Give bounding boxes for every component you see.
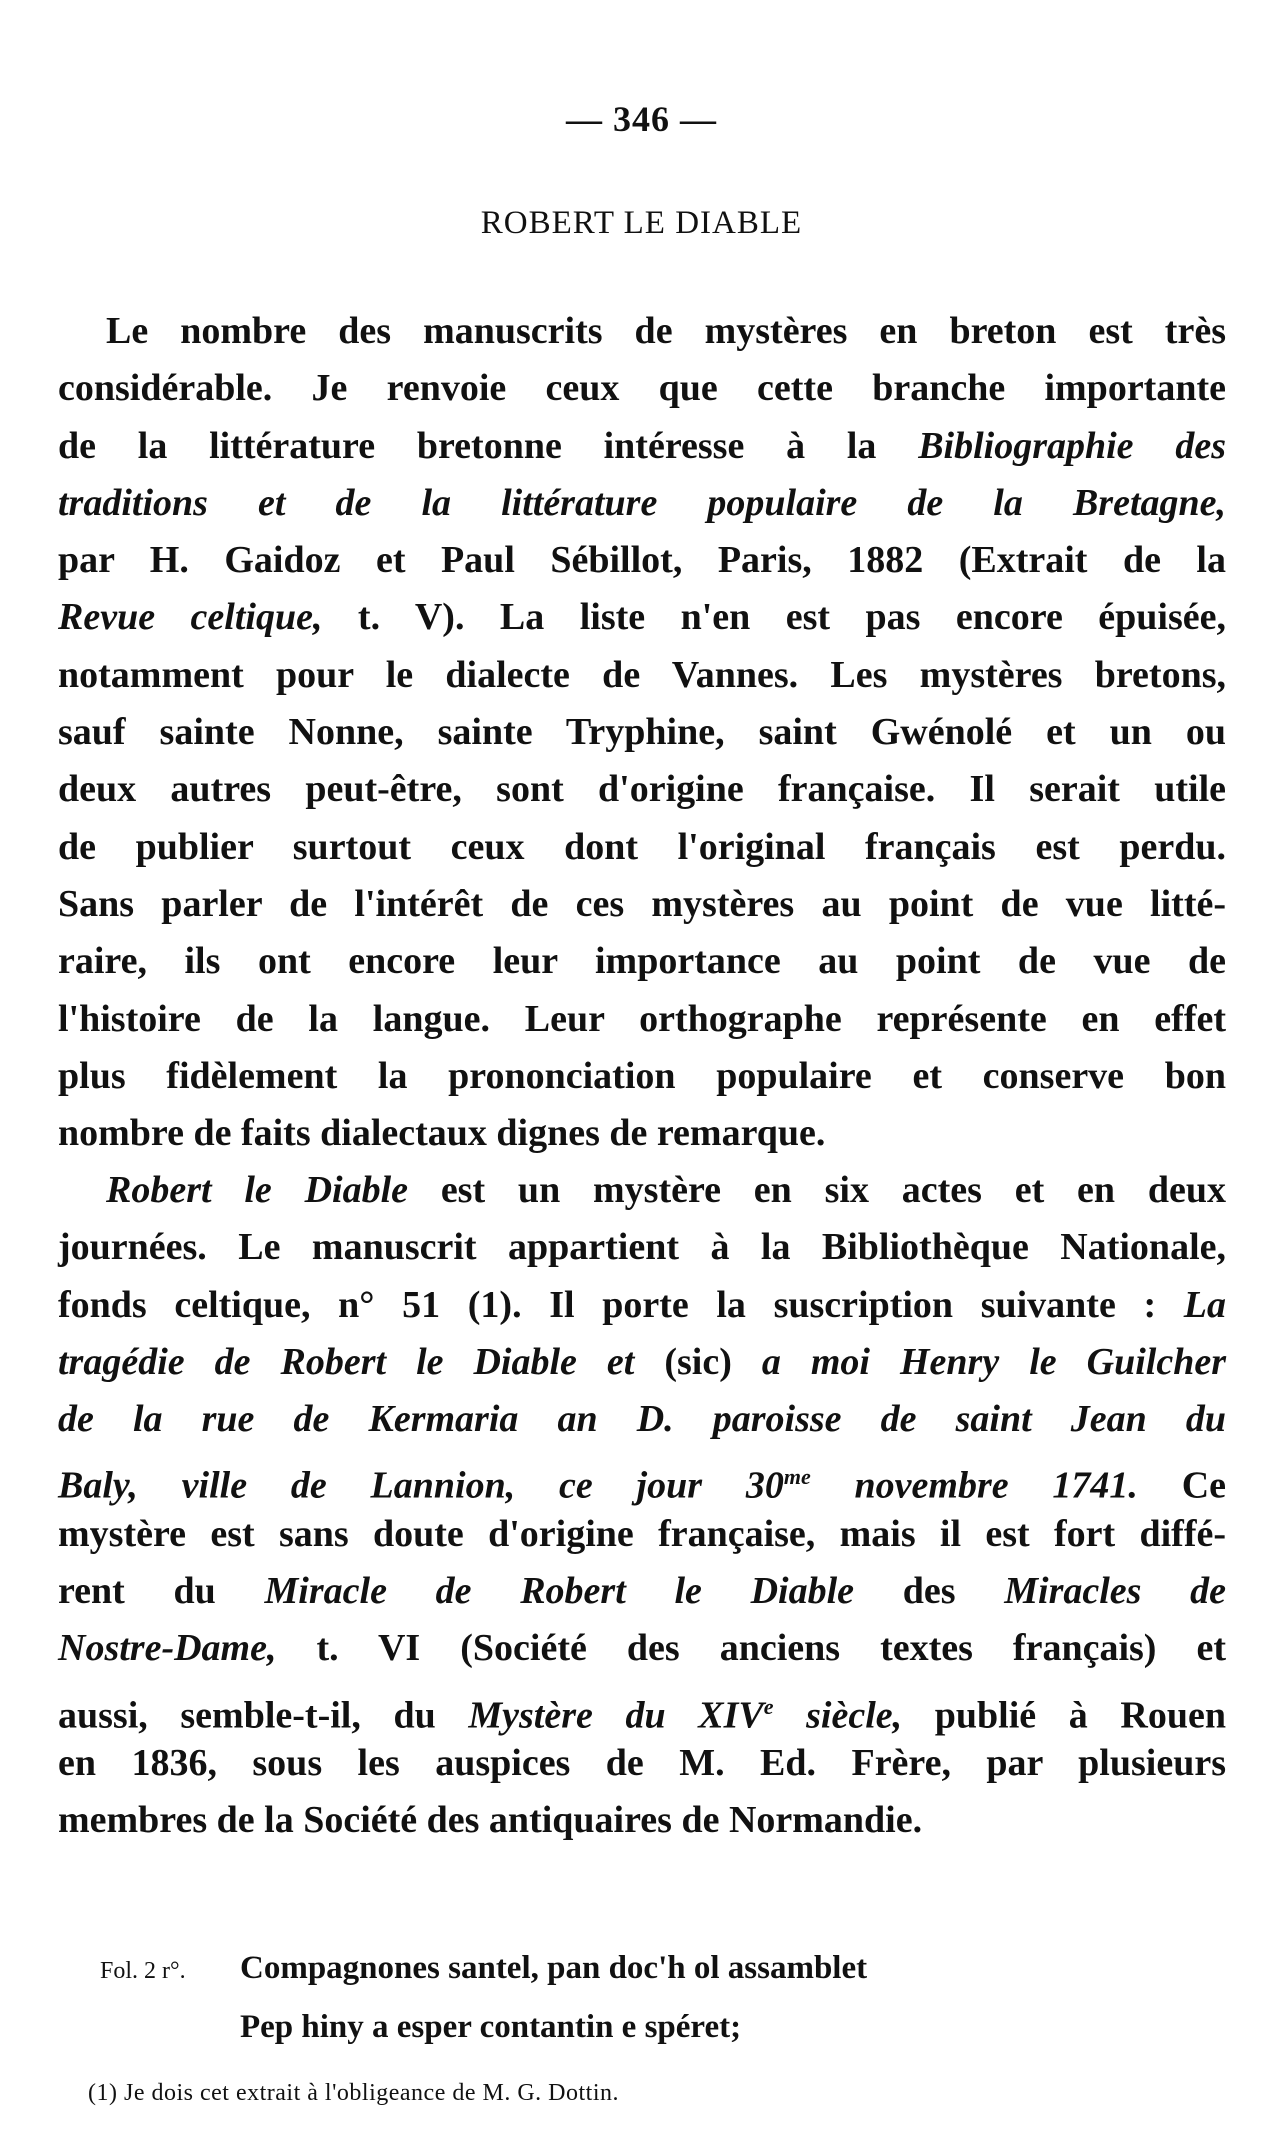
paragraph-intro	[58, 303, 1226, 1162]
text-line	[58, 933, 1226, 990]
text-line	[58, 1219, 1226, 1276]
text-run: (sic)	[634, 1340, 762, 1383]
italic-text: Baly, ville de Lannion, ce jour 30	[58, 1465, 784, 1508]
italic-text: e	[763, 1693, 774, 1719]
text-line	[58, 1334, 1226, 1391]
text-line	[58, 991, 1226, 1048]
text-line	[58, 1620, 1226, 1677]
text-line	[58, 1277, 1226, 1334]
italic-text: La	[1183, 1283, 1226, 1326]
text-line	[58, 418, 1226, 475]
italic-text: me	[783, 1464, 811, 1490]
italic-text: Nostre-Dame,	[58, 1627, 277, 1670]
paragraph-robert-le-diable	[58, 1162, 1226, 1850]
text-line	[58, 1563, 1226, 1620]
text-line	[58, 704, 1226, 761]
italic-text: novembre 1741.	[810, 1465, 1138, 1508]
text-line	[58, 876, 1226, 933]
text-run: journées. Le manuscrit appartient à la Bibliothèque Nationale,	[58, 1226, 1226, 1269]
text-run: en 1836, sous les auspices de M. Ed. Frère, par plusieurs	[58, 1741, 1226, 1784]
verse-line-2: Pep hiny a esper contantin e spéret;	[240, 2009, 742, 2045]
text-run: Sans parler de l'intérêt de ces mystères au point de vue litté-	[58, 882, 1226, 925]
verse-line-1	[100, 1940, 867, 1999]
text-run: des	[854, 1570, 1005, 1613]
page-number: — 346 —	[566, 99, 717, 139]
italic-text: de la rue de Kermaria an D. paroisse de saint Jean du	[58, 1398, 1226, 1441]
text-run: est un mystère en six actes et en deux	[408, 1169, 1226, 1211]
italic-text: Miracle de Robert le Diable	[264, 1570, 855, 1613]
chapter-title: ROBERT LE DIABLE	[480, 205, 803, 241]
text-run: nombre de faits dialectaux dignes de remarque.	[58, 1112, 826, 1155]
text-run: sauf sainte Nonne, sainte Tryphine, saint Gwénolé et un ou	[58, 711, 1226, 754]
text-line	[58, 819, 1226, 876]
text-run: Ce	[1137, 1465, 1227, 1508]
text-run: aussi, semble-t-il, du	[58, 1694, 469, 1737]
text-run: t. VI (Société des anciens textes français) et	[276, 1627, 1226, 1670]
text-run: publié à Rouen	[902, 1694, 1226, 1737]
text-run: fonds celtique, n° 51 (1). Il porte la suscription suivante :	[58, 1283, 1184, 1326]
italic-text: Robert le Diable	[106, 1169, 409, 1211]
verse-excerpt	[100, 1940, 867, 2055]
text-run: l'histoire de la langue. Leur orthographe représente en effet	[58, 997, 1226, 1040]
text-run: par H. Gaidoz et Paul Sébillot, Paris, 1882 (Extrait de la	[58, 539, 1226, 582]
text-run: membres de la Société des antiquaires de Normandie.	[58, 1799, 923, 1842]
text-line	[58, 589, 1226, 646]
verse-text-1: Compagnones santel, pan doc'h ol assamblet	[240, 1950, 868, 1986]
folio-reference: Fol. 2 r°.	[100, 1958, 186, 1984]
footnote: (1) Je dois cet extrait à l'obligeance de M. G. Dottin.	[88, 2080, 620, 2106]
text-run: rent du	[58, 1570, 265, 1613]
text-run: mystère est sans doute d'origine française, mais il est fort diffé-	[58, 1512, 1226, 1555]
text-run: raire, ils ont encore leur importance au point de vue de	[58, 940, 1226, 983]
italic-text: tragédie de Robert le Diable et	[58, 1340, 635, 1383]
text-line	[58, 1506, 1226, 1563]
italic-text: traditions et de la littérature populaire de la Bretagne,	[58, 481, 1226, 524]
text-line	[58, 1105, 1226, 1162]
text-line	[58, 1792, 1226, 1849]
text-line	[58, 475, 1226, 532]
text-line	[58, 1735, 1226, 1792]
text-run: deux autres peut-être, sont d'origine française. Il serait utile	[58, 768, 1226, 811]
text-line	[58, 1448, 1227, 1508]
text-run: notamment pour le dialecte de Vannes. Les mystères bretons,	[58, 653, 1226, 696]
text-line	[58, 1048, 1226, 1105]
text-run: considérable. Je renvoie ceux que cette branche importante	[58, 367, 1226, 410]
text-run: t. V). La liste n'en est pas encore épuisée,	[322, 596, 1226, 639]
italic-text: Mystère du XIV	[468, 1694, 764, 1737]
text-run: plus fidèlement la prononciation populaire et conserve bon	[58, 1054, 1226, 1097]
italic-text: Miracles de	[1004, 1570, 1227, 1613]
text-line	[58, 647, 1226, 704]
text-line	[58, 303, 1226, 360]
text-line	[58, 761, 1226, 818]
text-line	[58, 1391, 1226, 1448]
text-line	[58, 532, 1226, 589]
italic-text: Bibliographie des	[918, 424, 1226, 467]
text-line	[58, 1678, 1226, 1735]
italic-text: siècle,	[773, 1694, 903, 1737]
text-run: de la littérature bretonne intéresse à la	[58, 424, 919, 467]
text-run: de publier surtout ceux dont l'original français est perdu.	[58, 825, 1226, 868]
text-line	[58, 1162, 1226, 1219]
text-line	[58, 360, 1226, 417]
italic-text: Revue celtique,	[58, 596, 323, 639]
text-run: Le nombre des manuscrits de mystères en breton est très	[106, 310, 1226, 352]
italic-text: a moi Henry le Guilcher	[761, 1340, 1226, 1383]
